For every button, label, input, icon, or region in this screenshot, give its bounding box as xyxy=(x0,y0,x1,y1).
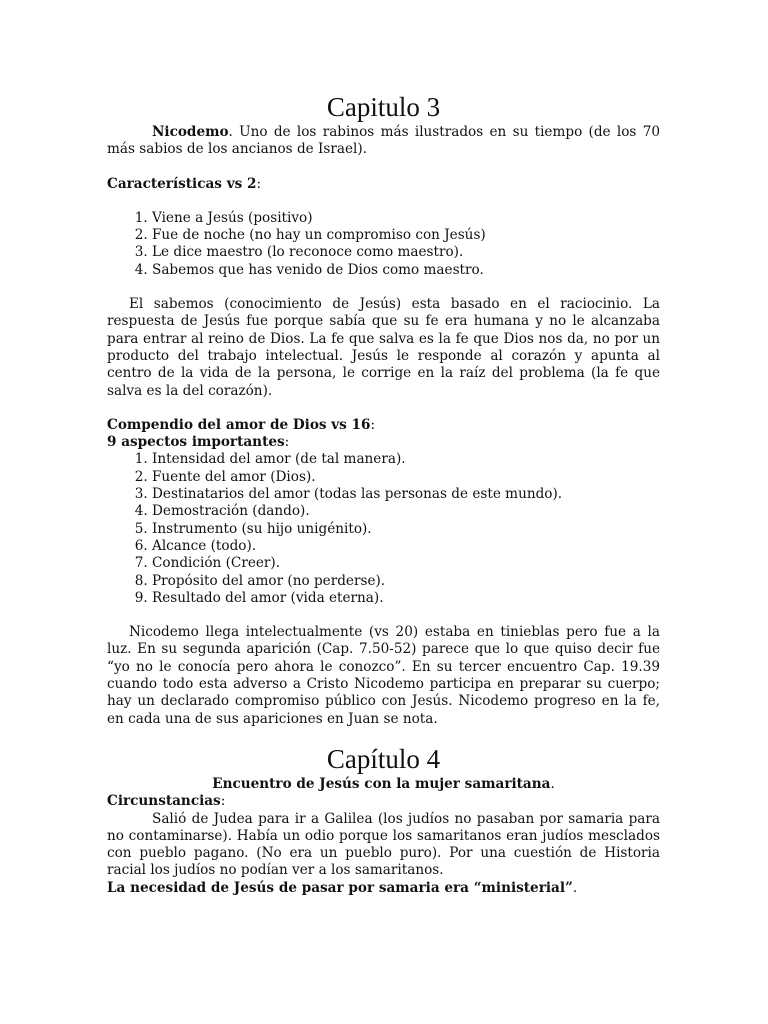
list-item: 3. Destinatarios del amor (todas las personas de este mundo). xyxy=(152,486,660,503)
list-item: 1. Intensidad del amor (de tal manera). xyxy=(152,451,660,468)
intro-text: . Uno de los rabinos más ilustrados en su tiempo (de los 70 más sabios de los ancianos de Israel). xyxy=(107,124,660,158)
paragraph-raciocinio: El sabemos (conocimiento de Jesús) esta basado en el raciocinio. La respuesta de Jesús fue porque sabía que su fe era humana y no le alcanzaba para entrar al reino de Dios. La fe que salva es la fe que Dios nos da, no por un producto del trabajo intelectual. Jesús le responde al corazón y apunta al centro de la vida de la persona, le corrige en la raíz del problema (la fe que salva es la del corazón). xyxy=(107,296,660,399)
list-item: 6. Alcance (todo). xyxy=(152,538,660,555)
chapter-3-title: Capitulo 3 xyxy=(326,92,441,122)
final-statement-period: . xyxy=(572,879,578,896)
compendio-heading xyxy=(107,417,660,434)
chapter-4-title: Capítulo 4 xyxy=(326,743,441,774)
characteristics-heading-text: Características vs 2 xyxy=(107,175,257,192)
paragraph-samaria: Salió de Judea para ir a Galilea (los judíos no pasaban por samaria para no contaminarse). Había un odio porque los samaritanos eran judíos mesclados con pueblo pagano. (No era un pueblo puro). Por una cuestión de Historia racial los judíos no podían ver a los samaritanos. xyxy=(107,810,660,879)
chapter-4-subtitle-text: Encuentro de Jesús con la mujer samaritana xyxy=(212,775,551,792)
list-item: 4. Demostración (dando). xyxy=(152,503,660,520)
aspectos-heading xyxy=(107,434,660,451)
list-item: 9. Resultado del amor (vida eterna). xyxy=(152,590,660,607)
final-statement-text: La necesidad de Jesús de pasar por samaria era “ministerial” xyxy=(107,879,573,896)
compendio-heading-text: Compendio del amor de Dios vs 16 xyxy=(107,416,371,433)
list-item: 8. Propósito del amor (no perderse). xyxy=(152,573,660,590)
list-item: 4. Sabemos que has venido de Dios como maestro. xyxy=(152,262,660,279)
circunstancias-heading-text: Circunstancias xyxy=(107,793,221,810)
intro-paragraph xyxy=(107,124,660,159)
circunstancias-colon: : xyxy=(220,793,226,810)
list-item: 7. Condición (Creer). xyxy=(152,555,660,572)
intro-name: Nicodemo xyxy=(152,124,229,140)
characteristics-heading xyxy=(107,176,660,193)
final-statement xyxy=(107,880,660,897)
chapter-4-subtitle-period: . xyxy=(550,775,555,792)
list-item: 1. Viene a Jesús (positivo) xyxy=(152,210,660,227)
list-item: 2. Fuente del amor (Dios). xyxy=(152,469,660,486)
aspectos-heading-text: 9 aspectos importantes xyxy=(107,434,285,451)
list-item: 3. Le dice maestro (lo reconoce como maestro). xyxy=(152,244,660,261)
circunstancias-heading xyxy=(107,793,660,810)
aspectos-colon: : xyxy=(284,434,290,451)
characteristics-colon: : xyxy=(256,175,262,192)
chapter-4-subtitle xyxy=(107,776,660,793)
compendio-colon: : xyxy=(370,416,376,433)
characteristics-list xyxy=(107,210,660,279)
list-item: 5. Instrumento (su hijo unigénito). xyxy=(152,521,660,538)
list-item: 2. Fue de noche (no hay un compromiso con Jesús) xyxy=(152,227,660,244)
paragraph-nicodemo-progress: Nicodemo llega intelectualmente (vs 20) estaba en tinieblas pero fue a la luz. En su segunda aparición (Cap. 7.50-52) parece que lo que quiso decir fue “yo no le conocía pero ahora le conozco”. En su tercer encuentro Cap. 19.39 cuando todo esta adverso a Cristo Nicodemo participa en preparar su cuerpo; hay un declarado compromiso público con Jesús. Nicodemo progreso en la fe, en cada una de sus apariciones en Juan se nota. xyxy=(107,624,660,727)
page-content xyxy=(107,90,660,897)
aspects-list xyxy=(107,451,660,607)
